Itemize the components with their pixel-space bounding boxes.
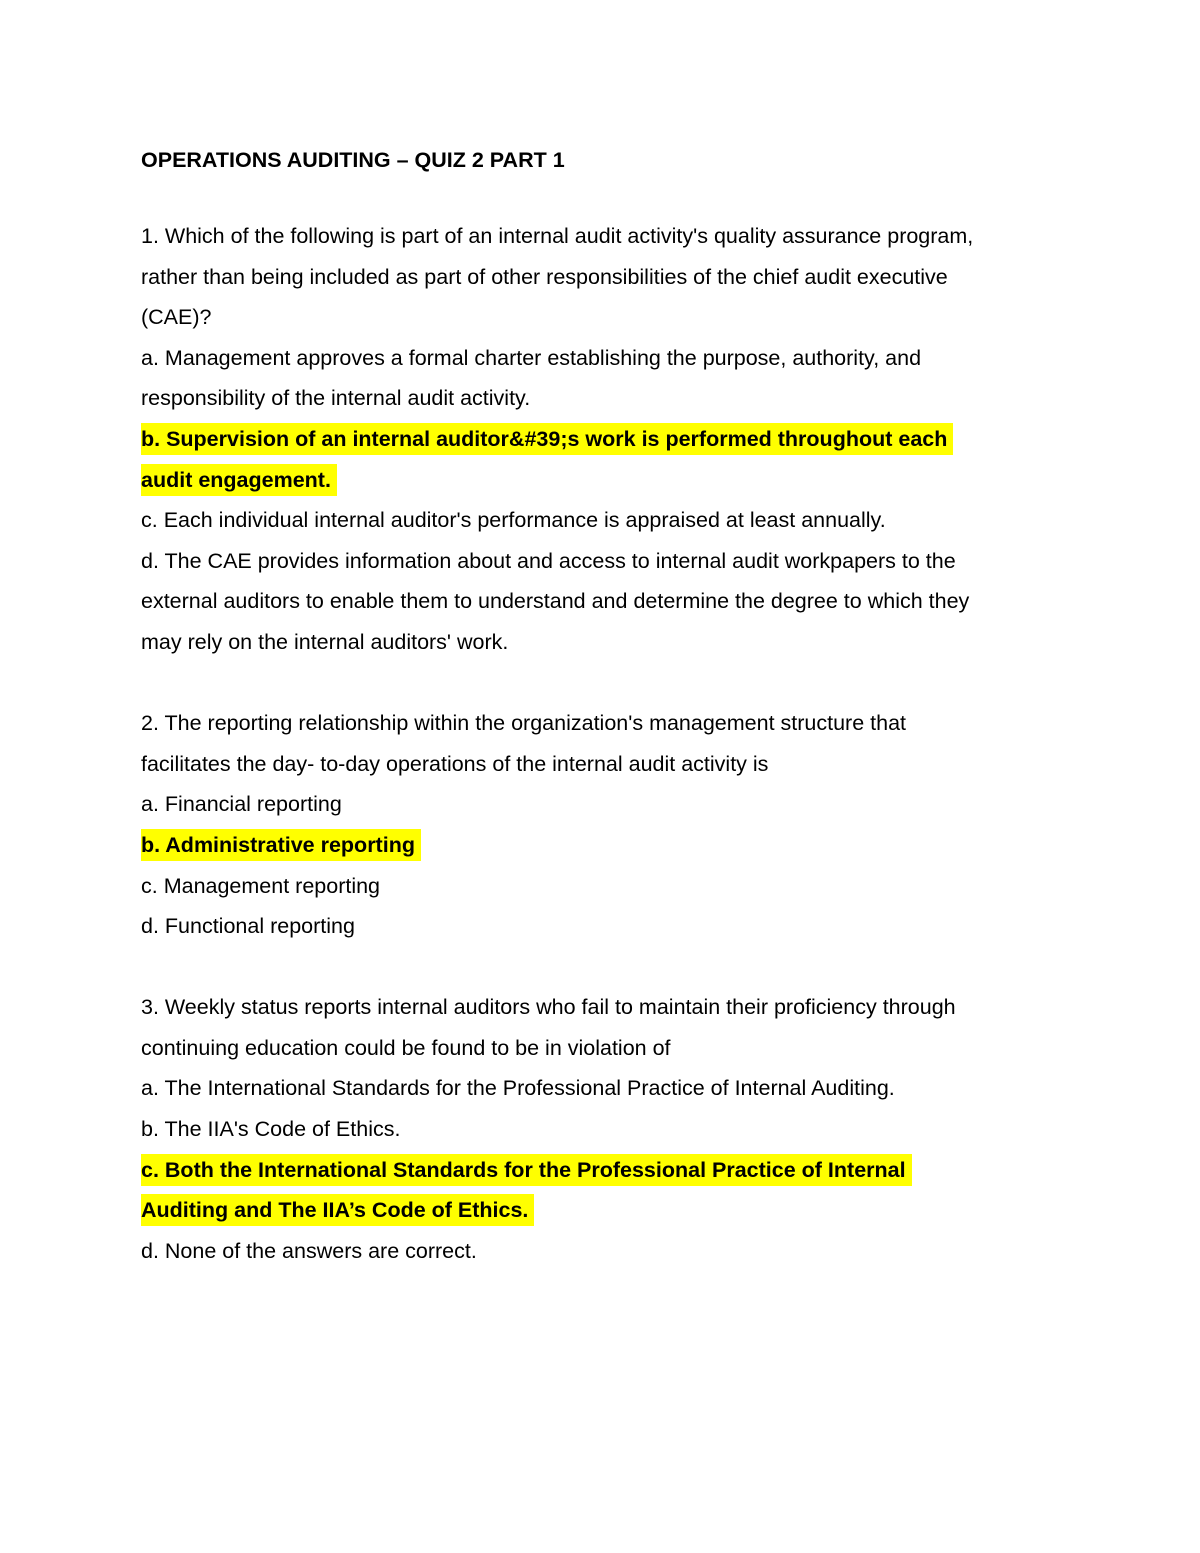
highlighted-answer-line: b. Administrative reporting xyxy=(141,829,421,861)
question-2-option-b-correct-answer xyxy=(141,825,1061,866)
option-line: c. Management reporting xyxy=(141,873,381,898)
quiz-body xyxy=(141,216,1061,1271)
option-line: a. The International Standards for the Professional Practice of Internal Auditing. xyxy=(141,1076,895,1101)
option-line: a. Financial reporting xyxy=(141,792,342,817)
option-line: may rely on the internal auditors' work. xyxy=(141,629,509,654)
option-line: d. None of the answers are correct. xyxy=(141,1238,477,1263)
question-3-option-b xyxy=(141,1109,1061,1150)
question-1 xyxy=(141,216,1061,663)
question-1-option-d xyxy=(141,541,1061,663)
question-1-option-c xyxy=(141,500,1061,541)
highlighted-answer-line: Auditing and The IIA’s Code of Ethics. xyxy=(141,1194,534,1226)
question-3-stem-line: continuing education could be found to be in violation of xyxy=(141,1035,671,1060)
highlighted-answer-line: audit engagement. xyxy=(141,464,337,496)
question-3-stem-line: 3. Weekly status reports internal auditors who fail to maintain their proficiency through xyxy=(141,995,956,1020)
question-1-stem-line: rather than being included as part of other responsibilities of the chief audit executive xyxy=(141,264,948,289)
question-1-stem-line: (CAE)? xyxy=(141,305,212,330)
question-2-option-a xyxy=(141,784,1061,825)
option-line: external auditors to enable them to understand and determine the degree to which they xyxy=(141,589,970,614)
option-line: b. The IIA's Code of Ethics. xyxy=(141,1117,401,1142)
highlighted-answer-line: c. Both the International Standards for the Professional Practice of Internal xyxy=(141,1154,912,1186)
option-line: a. Management approves a formal charter establishing the purpose, authority, and xyxy=(141,345,922,370)
question-2-option-c xyxy=(141,866,1061,907)
question-3-option-d xyxy=(141,1231,1061,1272)
question-2-stem-line: facilitates the day- to-day operations of the internal audit activity is xyxy=(141,751,769,776)
question-1-option-a xyxy=(141,338,1061,419)
question-3-option-a xyxy=(141,1068,1061,1109)
option-line: d. The CAE provides information about and access to internal audit workpapers to the xyxy=(141,548,956,573)
question-2-stem-line: 2. The reporting relationship within the organization's management structure that xyxy=(141,711,907,736)
option-line: responsibility of the internal audit activity. xyxy=(141,386,531,411)
question-1-stem-line: 1. Which of the following is part of an internal audit activity's quality assurance program, xyxy=(141,224,974,248)
question-2-option-d xyxy=(141,906,1061,947)
paragraph-spacer xyxy=(141,663,1061,704)
document-title: OPERATIONS AUDITING – QUIZ 2 PART 1 xyxy=(141,148,565,172)
paragraph-spacer xyxy=(141,947,1061,988)
question-3 xyxy=(141,987,1061,1271)
question-3-option-c-correct-answer xyxy=(141,1150,1061,1231)
option-line: c. Each individual internal auditor's performance is appraised at least annually. xyxy=(141,508,886,533)
option-line: d. Functional reporting xyxy=(141,914,355,939)
highlighted-answer-line: b. Supervision of an internal auditor&#39;s work is performed throughout each xyxy=(141,423,953,455)
question-1-option-b-correct-answer xyxy=(141,419,1061,500)
question-2 xyxy=(141,703,1061,947)
